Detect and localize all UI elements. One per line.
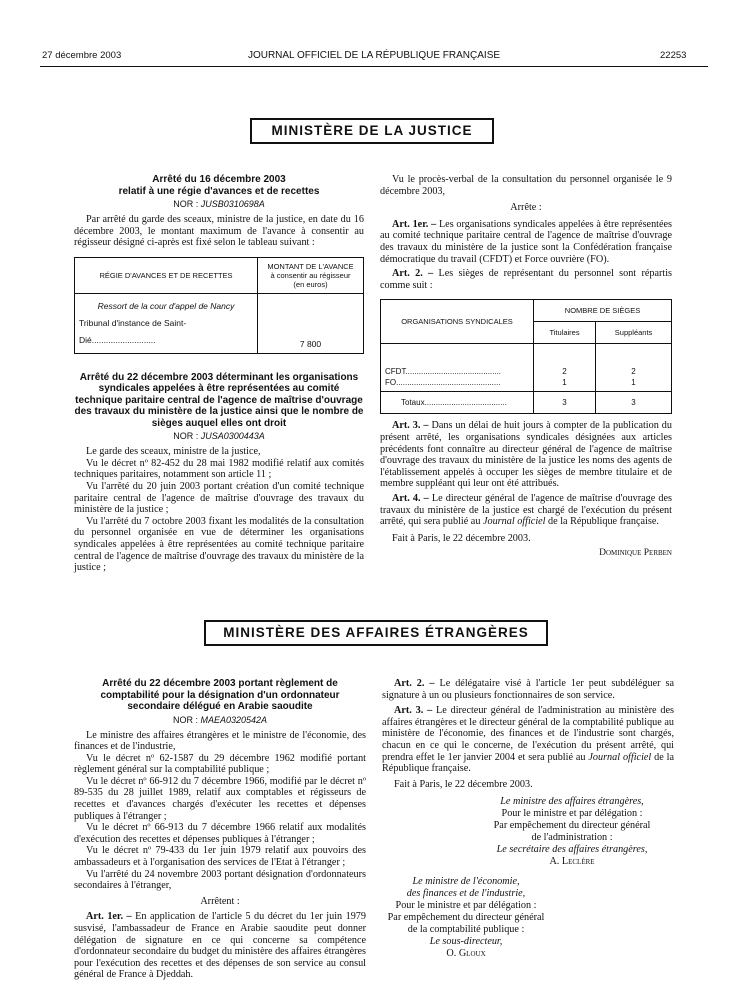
table-header: MONTANT DE L'AVANCE à consentir au régisseur (en euros): [258, 257, 364, 293]
signature-line: Par empêchement du directeur général: [387, 912, 545, 923]
table-header: Titulaires: [534, 322, 596, 344]
table-header: NOMBRE DE SIÈGES: [534, 300, 672, 322]
signature-line: Pour le ministre et par délégation :: [501, 808, 643, 820]
nor-reference: NOR : JUSB0310698A: [173, 199, 265, 209]
signature-block-economie: [376, 876, 556, 960]
article-title: Arrêté du 22 décembre 2003 portant règlement de comptabilité pour la désignation d'un ordonnateur secondaire délégué en Arabie saoudite: [100, 678, 340, 712]
article-1: Art. 1er. – Les organisations syndicales appelées à être représentées au comité technique paritaire central de l'agence de maîtrise d'ouvrage des travaux du ministère de la justice sont la Confédération française démocratique du travail (CFDT) et Force ouvrière (FO).: [380, 218, 672, 265]
header-rule: [40, 66, 708, 67]
paragraph: Vu le procès-verbal de la consultation du personnel organisée le 9 décembre 2003,: [380, 174, 672, 197]
paragraph: Vu le décret nº 82-452 du 28 mai 1982 modifié relatif aux comités techniques paritaires, notamment son article 11 ;: [74, 457, 364, 481]
signature-line: Par empêchement du directeur général: [493, 820, 651, 832]
paragraph: Vu l'arrêté du 20 juin 2003 portant création d'un comité technique paritaire central de l'agence de maîtrise d'ouvrage des travaux du ministère de la justice ;: [74, 481, 364, 516]
table-cell: 7 800: [258, 293, 364, 353]
table-cell: 3: [534, 392, 596, 414]
signature-line: Le sous-directeur,: [429, 936, 503, 947]
nor-reference: NOR : JUSA0300443A: [173, 431, 265, 442]
table-cell: Totaux.....................................: [381, 392, 534, 414]
signature-line: Le ministre des affaires étrangères,: [500, 796, 644, 808]
paragraph: Vu l'arrêté du 24 novembre 2003 portant désignation d'ordonnateurs secondaires à l'étranger,: [74, 868, 366, 892]
table-header: ORGANISATIONS SYNDICALES: [381, 300, 534, 344]
paragraph: Vu l'arrêté du 7 octobre 2003 fixant les modalités de la consultation du personnel organisée en vue de déterminer les organisations syndicales appelées à être représentées au comité technique paritaire central de l'agence de maîtrise d'ouvrage des travaux du ministère de la justice ;: [74, 515, 364, 574]
article-2: Art. 2. – Le délégataire visé à l'article 1er peut subdéléguer sa signature à un ou plusieurs fonctionnaires de son service.: [382, 678, 674, 701]
paragraph: Vu le décret nº 79-433 du 1er juin 1979 relatif aux pouvoirs des ambassadeurs et à l'organisation des services de l'Etat à l'étranger ;: [74, 845, 366, 869]
sieges-table: [380, 299, 672, 414]
signature-name: A. Leclère: [549, 856, 595, 868]
paragraph: Vu le décret nº 66-912 du 7 décembre 1966, modifié par le décret nº 89-535 du 28 juillet 1989, relatif aux comptables et régisseurs de recettes et d'avances chargés d'exécuter les recettes et dépenses publiques à l'étranger ;: [74, 775, 366, 822]
table-cell: 2 1: [534, 344, 596, 392]
header-date: 27 décembre 2003: [42, 50, 122, 61]
justice-right-column: [380, 174, 672, 560]
signature-name: O. Gloux: [446, 948, 486, 959]
signature-line: des finances et de l'industrie,: [406, 888, 526, 899]
affaires-left-column: [74, 678, 366, 981]
table-cell: Ressort de la cour d'appel de Nancy Tribunal d'instance de Saint-Dié...........................: [75, 293, 258, 353]
article-1: Art. 1er. – En application de l'article 5 du décret du 1er juin 1979 susvisé, l'ambassadeur de France en Arabie saoudite peut donner délégation de signature en ce qui concerne sa compétence d'ordonnateur secondaire du budget du ministère des affaires étrangères pour l'exécution des recettes et des dépenses de son service au consul général de France à Djeddah.: [74, 911, 366, 981]
signature-name: Dominique Perben: [599, 548, 672, 559]
table-header: Suppléants: [596, 322, 672, 344]
fait-a-paris: Fait à Paris, le 22 décembre 2003.: [394, 778, 533, 790]
article-3: Art. 3. – Le directeur général de l'administration au ministère des affaires étrangères et le directeur général de la comptabilité publique au ministère de l'économie, des finances et de l'industrie sont chargés, chacun en ce qui le concerne, de l'exécution du présent arrêté, qui prendra effet le 1er janvier 2004 et sera publié au Journal officiel de la République française.: [382, 705, 675, 775]
article-3: Art. 3. – Dans un délai de huit jours à compter de la publication du présent arrêté, les organisations syndicales désignées aux articles précédents font connaître au directeur général de l'agence de maîtrise d'ouvrage des travaux du ministère de la justice les noms des agents de l'établissement appelés à occuper les sièges de membre titulaire et de membre suppléant qui leur ont été attribués.: [380, 420, 672, 490]
fait-a-paris: Fait à Paris, le 22 décembre 2003.: [392, 532, 531, 544]
article-4: Art. 4. – Le directeur général de l'agence de maîtrise d'ouvrage des travaux du ministère de la justice est chargé de l'exécution du présent arrêté, qui sera publié au Journal officiel de la République française.: [380, 492, 672, 528]
signature-line: Pour le ministre et par délégation :: [395, 900, 537, 911]
arretent-label: Arrêtent :: [200, 895, 240, 907]
nor-reference: NOR : MAEA0320542A: [172, 714, 268, 725]
article-title: Arrêté du 22 décembre 2003 déterminant les organisations syndicales appelées à être représentées au comité technique paritaire central de l'agence de maîtrise d'ouvrage des travaux du ministère de la justice ainsi que le nombre de sièges auquel elles ont droit: [74, 371, 364, 429]
article-subtitle: relatif à une régie d'avances et de recettes: [118, 185, 320, 197]
paragraph: Vu le décret nº 62-1587 du 29 décembre 1962 modifié portant règlement général sur la comptabilité publique ;: [74, 752, 366, 776]
justice-left-column: [74, 174, 364, 574]
arrete-label: Arrête :: [510, 202, 542, 214]
ministry-justice-title: MINISTÈRE DE LA JUSTICE: [250, 118, 494, 144]
table-header: RÉGIE D'AVANCES ET DE RECETTES: [75, 257, 258, 293]
header-page: 22253: [660, 50, 687, 61]
article-title: Arrêté du 16 décembre 2003: [152, 174, 286, 185]
table-cell: 2 1: [596, 344, 672, 392]
regie-table: [74, 257, 364, 354]
table-cell: 3: [596, 392, 672, 414]
signature-block-affaires: [472, 796, 672, 868]
signature-line: de la comptabilité publique :: [407, 924, 525, 935]
table-cell: CFDT........................................... FO...............................................: [381, 344, 534, 392]
article-2: Art. 2. – Les sièges de représentant du personnel sont répartis comme suit :: [380, 268, 672, 291]
ministry-affaires-etrangeres-title: MINISTÈRE DES AFFAIRES ÉTRANGÈRES: [204, 620, 548, 646]
paragraph: Vu le décret nº 66-913 du 7 décembre 1966 relatif aux modalités d'exécution des recettes et dépenses publiques à l'étranger ;: [74, 822, 366, 845]
paragraph: Par arrêté du garde des sceaux, ministre de la justice, en date du 16 décembre 2003, le montant maximum de l'avance à consentir au régisseur désigné ci-après est fixé selon le tableau suivant :: [74, 214, 364, 249]
signature-line: Le ministre de l'économie,: [412, 876, 520, 887]
affaires-right-column: [382, 678, 674, 868]
signature-line: de l'administration :: [531, 832, 613, 844]
paragraph: Le ministre des affaires étrangères et le ministre de l'économie, des finances et de l'industrie,: [74, 729, 366, 753]
signature-line: Le secrétaire des affaires étrangères,: [496, 844, 648, 856]
header-title: JOURNAL OFFICIEL DE LA RÉPUBLIQUE FRANÇAISE: [247, 50, 501, 61]
paragraph: Le garde des sceaux, ministre de la justice,: [86, 446, 261, 458]
